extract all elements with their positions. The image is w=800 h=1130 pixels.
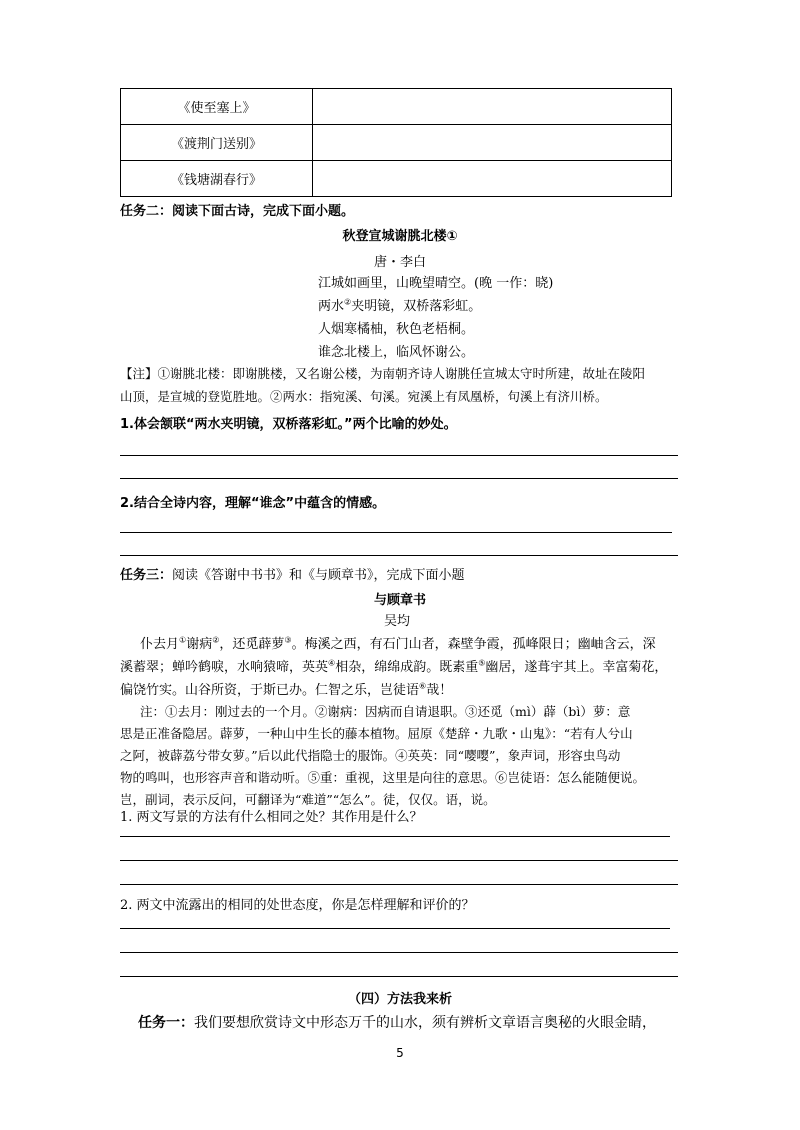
task1-text: 我们要想欣赏诗文中形态万千的山水，须有辨析文章语言奥秘的火眼金睛， — [194, 1015, 656, 1031]
answer-line — [120, 478, 678, 479]
poem-title: 秋登宣城谢朓北楼① — [342, 229, 458, 244]
table-cell-title: 《使至塞上》 — [121, 89, 313, 125]
essay-note: 岂，副词，表示反问，可翻译为“难道”“怎么”。徒，仅仅。语，说。 — [120, 792, 496, 807]
table-cell-title: 《钱塘湖春行》 — [121, 161, 313, 197]
answer-line — [120, 884, 678, 885]
table-cell-title: 《渡荆门送别》 — [121, 125, 313, 161]
essay-body: 溪蓄翠；蝉吟鹤唳，水响猿啼，英英④相杂，绵绵成韵。既素重⑤幽居，遂葺宇其上。幸富菊花， — [120, 658, 668, 675]
table-row — [121, 125, 672, 161]
task1-label: 任务一： — [138, 1015, 194, 1031]
essay-title: 与顾章书 — [373, 593, 426, 608]
question-2: 2.结合全诗内容，理解“谁念”中蕴含的情感。 — [120, 496, 386, 511]
task3-heading — [120, 564, 465, 583]
essay-body: 偏饶竹实。山谷所资，于斯已办。仁智之乐，岂徒语⑥哉！ — [120, 681, 453, 698]
essay-note: 物的鸣叫，也形容声音和谐动听。⑤重：重视，这里是向往的意思。⑥岂徒语：怎么能随便说。 — [120, 770, 646, 785]
poem-note: 【注】①谢朓北楼：即谢朓楼，又名谢公楼，为南朝齐诗人谢朓任宣城太守时所建，故址在陵阳 — [120, 366, 646, 381]
table-cell-answer — [313, 161, 672, 197]
poem-line: 人烟寒橘柚，秋色老梧桐。 — [318, 322, 475, 337]
answer-line — [120, 836, 670, 837]
table-cell-answer — [313, 125, 672, 161]
section4-task1 — [138, 1012, 656, 1032]
answer-line — [120, 928, 670, 929]
task3-heading-text: 阅读《答谢中书书》和《与顾章书》，完成下面小题 — [172, 568, 465, 583]
poem-note: 山顶，是宣城的登览胜地。②两水：指宛溪、句溪。宛溪上有凤凰桥，句溪上有济川桥。 — [120, 389, 608, 404]
poem-line: 谁念北楼上，临风怀谢公。 — [318, 345, 475, 360]
poem-line: 两水②夹明镜，双桥落彩虹。 — [318, 297, 482, 314]
answer-line — [120, 555, 678, 556]
poem-table — [120, 88, 672, 197]
answer-line — [120, 952, 678, 953]
task3-label: 任务三： — [120, 568, 173, 583]
essay-note: 注：①去月：刚过去的一个月。②谢病：因病而自请退职。③还觅（mì）薜（bì）萝：意 — [140, 704, 631, 719]
table-row — [121, 89, 672, 125]
essay-note: 之阿，被薜荔兮带女萝。”后以此代指隐士的服饰。④英英：同“嘤嘤”，象声词，形容虫鸟动 — [120, 748, 621, 763]
table-row — [121, 161, 672, 197]
poem-line: 江城如画里，山晚望晴空。(晚 一作：晓) — [318, 276, 554, 291]
answer-line — [120, 976, 678, 977]
question-1: 1. 两文写景的方法有什么相同之处？其作用是什么？ — [120, 810, 423, 825]
table-cell-answer — [313, 89, 672, 125]
question-1: 1.体会颔联“两水夹明镜，双桥落彩虹。”两个比喻的妙处。 — [120, 417, 457, 432]
answer-line — [120, 532, 672, 533]
page-number: 5 — [396, 1046, 404, 1060]
answer-line — [120, 860, 678, 861]
essay-body: 仆去月①谢病②，还觅薜萝③。梅溪之西，有石门山者，森壁争霞，孤峰限日；幽岫含云，深 — [140, 635, 656, 652]
question-2: 2. 两文中流露出的相同的处世态度，你是怎样理解和评价的？ — [120, 898, 475, 913]
section-heading: （四）方法我来析 — [347, 992, 452, 1007]
essay-note: 思是正准备隐居。薜萝，一种山中生长的藤本植物。屈原《楚辞・九歌・山鬼》：“若有人兮山 — [120, 726, 633, 741]
poem-author: 唐・李白 — [374, 255, 427, 270]
essay-author: 吴均 — [384, 614, 411, 629]
task2-heading: 任务二：阅读下面古诗，完成下面小题。 — [120, 204, 355, 219]
answer-line — [120, 455, 678, 456]
